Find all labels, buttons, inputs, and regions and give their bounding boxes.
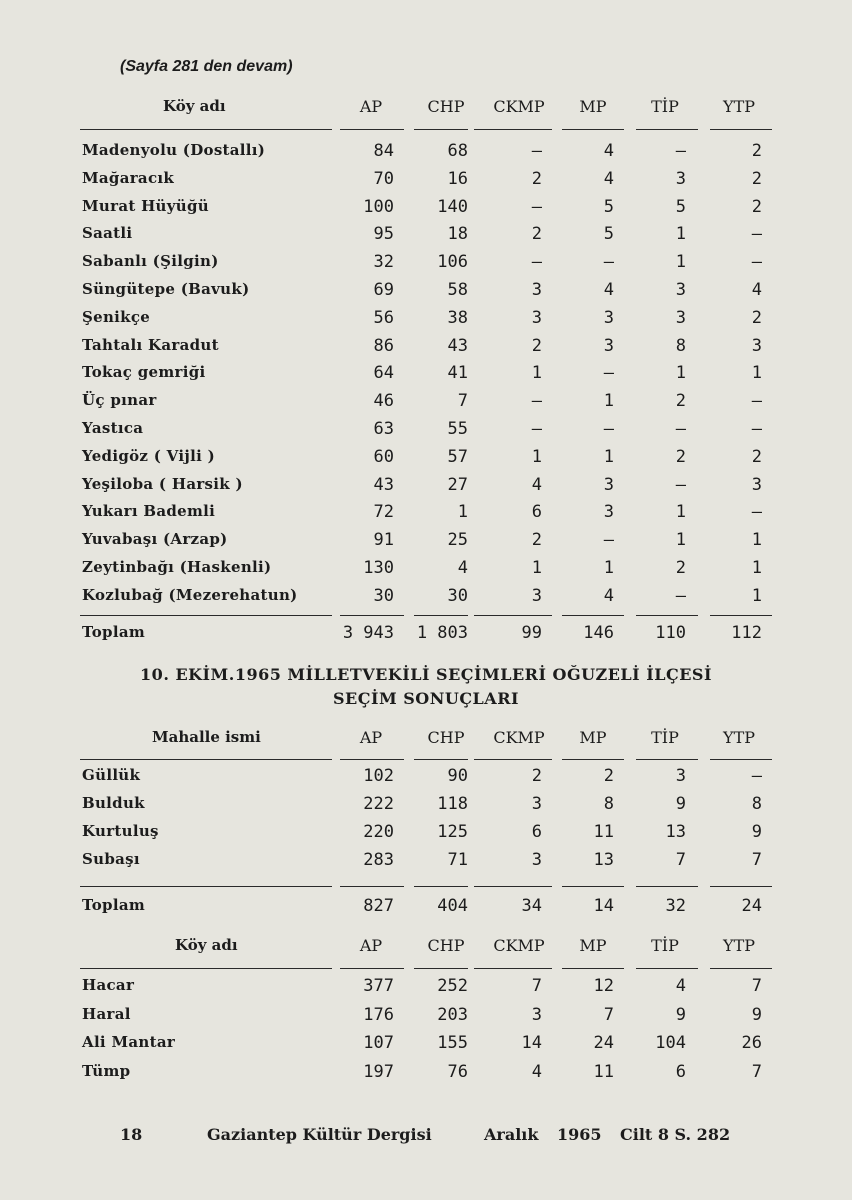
cell-value: 1 [675,252,686,273]
column-rule [636,759,698,760]
cell-value: — [751,419,762,439]
table-header [0,97,852,125]
cell-value: — [675,141,686,161]
column-rule [474,129,552,130]
table-row [0,1033,852,1061]
cell-value: 6 [531,822,542,842]
cell-value: — [675,419,686,439]
cell-value: 125 [437,822,468,842]
row-name: Şenikçe [82,307,151,326]
column-header-tip: TİP [651,936,679,955]
cell-value: 5 [603,224,614,245]
cell-value: — [675,585,686,606]
column-rule [414,615,468,616]
table-row [0,794,852,822]
column-rule [474,615,552,616]
cell-value: 1 [751,363,762,384]
column-header-ckmp: CKMP [493,97,545,116]
column-rule [710,615,772,616]
total-row [0,623,852,651]
cell-value: 56 [373,307,394,328]
row-name: Sabanlı (Şilgin) [82,252,219,271]
cell-value: 14 [521,1033,542,1053]
cell-value: 91 [373,530,394,551]
cell-value: 1 [675,224,686,245]
column-rule [710,886,772,887]
cell-value: 26 [741,1033,762,1053]
column-rule [636,968,698,969]
cell-value: 30 [373,585,394,606]
journal-name: Gaziantep Kültür Dergisi [207,1125,432,1144]
total-value: 24 [741,896,762,916]
issue-year: 1965 [557,1125,602,1144]
cell-value: 68 [447,141,468,161]
cell-value: 5 [675,196,686,217]
row-name: Hacar [82,976,135,994]
column-rule [340,759,404,760]
column-rule [340,968,404,969]
row-name: Yuvabaşı (Arzap) [82,530,228,549]
table-row [0,447,852,475]
column-header-mp: MP [579,97,607,116]
cell-value: 1 [603,558,614,578]
cell-value: 197 [363,1061,394,1082]
cell-value: 106 [437,252,468,273]
table-header [0,728,852,756]
cell-value: 1 [531,363,542,384]
cell-value: 4 [675,976,686,996]
cell-value: 130 [363,558,394,578]
column-rule [340,886,404,887]
cell-value: — [751,224,762,245]
cell-value: 3 [603,474,614,495]
cell-value: 3 [675,280,686,300]
cell-value: 7 [751,850,762,870]
cell-value: 2 [751,196,762,217]
cell-value: 55 [447,419,468,439]
cell-value: 18 [447,224,468,245]
table-row [0,530,852,558]
cell-value: 2 [531,766,542,786]
cell-value: 140 [437,196,468,217]
row-name: Üç pınar [82,391,157,410]
row-name: Subaşı [82,850,140,868]
table-row [0,1062,852,1090]
column-header-ytp: YTP [723,97,755,116]
issue-month: Aralık [484,1125,539,1144]
cell-value: 2 [531,224,542,245]
cell-value: 3 [531,307,542,328]
cell-value: 2 [751,141,762,161]
column-header-name: Köy adı [175,936,238,954]
row-name: Yastıca [82,419,144,437]
cell-value: 3 [751,335,762,356]
column-rule [562,886,624,887]
section-title-line1: 10. EKİM.1965 MİLLETVEKİLİ SEÇİMLERİ OĞUZELİ İLÇESİ [140,665,712,684]
total-value: 827 [363,896,394,916]
cell-value: 32 [373,252,394,273]
cell-value: 95 [373,224,394,245]
row-name: Ali Mantar [82,1033,176,1051]
total-value: 3 943 [342,623,394,643]
table-row [0,197,852,225]
cell-value: 283 [363,850,394,870]
column-header-ckmp: CKMP [493,728,545,747]
cell-value: — [603,419,614,439]
cell-value: 1 [751,585,762,606]
column-header-mp: MP [579,936,607,955]
cell-value: 63 [373,419,394,439]
table-row [0,308,852,336]
table-row [0,419,852,447]
row-name: Tokaç gemriği [82,363,206,382]
cell-value: 3 [531,1004,542,1025]
cell-value: 46 [373,391,394,412]
cell-value: 2 [675,391,686,412]
column-header-ap: AP [359,97,383,116]
row-name: Süngütepe (Bavuk) [82,280,250,298]
row-name: Saatli [82,224,133,243]
cell-value: 107 [363,1033,394,1053]
cell-value: 12 [593,976,614,996]
column-rule [414,129,468,130]
cell-value: 1 [531,446,542,467]
cell-value: 76 [447,1061,468,1082]
cell-value: 3 [675,168,686,189]
cell-value: 70 [373,168,394,189]
total-value: 110 [655,623,686,643]
cell-value: — [531,419,542,439]
cell-value: — [531,252,542,273]
cell-value: 58 [447,280,468,300]
table-row [0,586,852,614]
row-name: Zeytinbağı (Haskenli) [82,558,272,576]
cell-value: 11 [593,822,614,842]
column-header-chp: CHP [427,936,465,955]
cell-value: 71 [447,850,468,870]
table-row [0,169,852,197]
row-name: Haral [82,1004,131,1023]
cell-value: 4 [531,474,542,495]
total-row [0,896,852,924]
cell-value: 100 [363,196,394,217]
cell-value: 9 [675,1004,686,1025]
cell-value: 7 [751,976,762,996]
column-rule [474,759,552,760]
row-name: Yukarı Bademli [82,502,216,521]
table-koy-2 [0,936,852,1082]
cell-value: 2 [531,335,542,356]
column-rule [710,968,772,969]
total-value: 112 [731,623,762,643]
column-header-ckmp: CKMP [493,936,545,955]
column-rule [710,759,772,760]
cell-value: 4 [603,141,614,161]
cell-value: 7 [751,1061,762,1082]
cell-value: 43 [373,474,394,495]
cell-value: 13 [593,850,614,870]
row-name: Tahtalı Karadut [82,335,219,354]
column-header-ap: AP [359,936,383,955]
column-header-mp: MP [579,728,607,747]
cell-value: 41 [447,363,468,384]
total-value: 14 [593,896,614,916]
table-row [0,391,852,419]
continuation-note: (Sayfa 281 den devam) [120,58,293,75]
cell-value: 3 [531,280,542,300]
cell-value: 377 [363,976,394,996]
column-header-tip: TİP [651,97,679,116]
cell-value: 13 [665,822,686,842]
cell-value: 1 [675,363,686,384]
cell-value: 220 [363,822,394,842]
table-row [0,502,852,530]
cell-value: — [751,502,762,523]
table-row [0,558,852,586]
cell-value: 90 [447,766,468,786]
cell-value: 8 [751,794,762,814]
cell-value: 4 [751,280,762,300]
table-row [0,475,852,503]
cell-value: 9 [751,822,762,842]
column-header-ytp: YTP [723,936,755,955]
cell-value: 3 [603,307,614,328]
column-header-chp: CHP [427,97,465,116]
cell-value: 2 [675,446,686,467]
column-rule [636,886,698,887]
cell-value: 69 [373,280,394,300]
row-name: Kurtuluş [82,822,159,840]
cell-value: 1 [675,530,686,551]
total-value: 99 [521,623,542,643]
cell-value: 7 [531,976,542,996]
column-rule [562,759,624,760]
cell-value: — [603,363,614,384]
table-header [0,936,852,964]
row-name: Güllük [82,766,141,784]
cell-value: 25 [447,530,468,551]
cell-value: 1 [751,530,762,551]
column-header-tip: TİP [651,728,679,747]
table-row [0,224,852,252]
cell-value: 2 [531,168,542,189]
table-row [0,141,852,169]
cell-value: — [531,391,542,412]
column-rule [636,615,698,616]
cell-value: 2 [675,558,686,578]
column-rule [80,615,332,616]
cell-value: 2 [531,530,542,551]
cell-value: 2 [751,446,762,467]
cell-value: 222 [363,794,394,814]
column-rule [80,129,332,130]
row-name: Bulduk [82,794,145,812]
cell-value: — [531,196,542,217]
cell-value: 3 [531,585,542,606]
table-row [0,976,852,1004]
cell-value: 24 [593,1033,614,1053]
cell-value: 3 [603,502,614,523]
column-header-ytp: YTP [723,728,755,747]
cell-value: 86 [373,335,394,356]
cell-value: 9 [675,794,686,814]
cell-value: — [531,141,542,161]
cell-value: 7 [675,850,686,870]
cell-value: 1 [603,391,614,412]
total-label: Toplam [82,623,146,641]
cell-value: 11 [593,1061,614,1082]
cell-value: 60 [373,446,394,467]
column-rule [474,968,552,969]
table-row [0,822,852,850]
cell-value: 43 [447,335,468,356]
column-rule [80,886,332,887]
total-label: Toplam [82,896,146,914]
page-number: 18 [120,1125,143,1144]
cell-value: 72 [373,502,394,523]
cell-value: 1 [531,558,542,578]
cell-value: 3 [603,335,614,356]
cell-value: 27 [447,474,468,495]
column-rule [562,615,624,616]
cell-value: 64 [373,363,394,384]
row-name: Mağaracık [82,168,175,187]
table-koy-1 [0,97,852,643]
cell-value: 9 [751,1004,762,1025]
cell-value: — [751,766,762,786]
volume-info: Cilt 8 S. 282 [620,1125,731,1144]
cell-value: 2 [751,168,762,189]
cell-value: — [603,530,614,551]
cell-value: — [751,252,762,273]
cell-value: 155 [437,1033,468,1053]
cell-value: 1 [675,502,686,523]
cell-value: — [603,252,614,273]
column-header-name: Köy adı [163,97,226,115]
cell-value: 5 [603,196,614,217]
cell-value: 252 [437,976,468,996]
column-rule [562,129,624,130]
cell-value: 30 [447,585,468,606]
cell-value: 176 [363,1004,394,1025]
column-header-chp: CHP [427,728,465,747]
total-value: 404 [437,896,468,916]
total-value: 34 [521,896,542,916]
cell-value: 57 [447,446,468,467]
cell-value: 8 [603,794,614,814]
column-rule [414,968,468,969]
cell-value: 7 [457,391,468,412]
cell-value: 4 [603,280,614,300]
column-rule [414,759,468,760]
cell-value: 1 [603,446,614,467]
column-rule [414,886,468,887]
row-name: Kozlubağ (Mezerehatun) [82,585,298,604]
cell-value: 6 [531,502,542,523]
cell-value: 118 [437,794,468,814]
cell-value: 3 [531,794,542,814]
table-row [0,280,852,308]
total-value: 32 [665,896,686,916]
column-header-name: Mahalle ismi [152,728,261,746]
cell-value: 3 [675,766,686,786]
table-row [0,1005,852,1033]
cell-value: 104 [655,1033,686,1053]
row-name: Tümp [82,1061,131,1080]
total-value: 1 803 [416,623,468,643]
cell-value: 8 [675,335,686,356]
column-rule [340,129,404,130]
cell-value: 4 [531,1061,542,1082]
column-rule [474,886,552,887]
cell-value: 3 [751,474,762,495]
cell-value: 7 [603,1004,614,1025]
row-name: Madenyolu (Dostallı) [82,141,266,159]
cell-value: 2 [603,766,614,786]
table-row [0,252,852,280]
column-rule [80,759,332,760]
cell-value: 3 [675,307,686,328]
section-title-line2: SEÇİM SONUÇLARI [333,689,519,708]
cell-value: 1 [751,558,762,578]
total-value: 146 [583,623,614,643]
cell-value: 84 [373,141,394,161]
table-row [0,363,852,391]
row-name: Yedigöz ( Vijli ) [82,446,216,465]
table-row [0,766,852,794]
cell-value: 4 [603,585,614,606]
cell-value: 1 [457,502,468,523]
column-rule [340,615,404,616]
cell-value: 6 [675,1061,686,1082]
row-name: Murat Hüyüğü [82,196,209,215]
column-rule [636,129,698,130]
cell-value: 203 [437,1004,468,1025]
cell-value: — [675,474,686,495]
cell-value: — [751,391,762,412]
row-name: Yeşiloba ( Harsik ) [82,474,243,493]
table-row [0,850,852,878]
cell-value: 16 [447,168,468,189]
cell-value: 3 [531,850,542,870]
cell-value: 2 [751,307,762,328]
table-mahalle [0,728,852,916]
cell-value: 38 [447,307,468,328]
cell-value: 102 [363,766,394,786]
cell-value: 4 [603,168,614,189]
cell-value: 4 [457,558,468,578]
column-rule [80,968,332,969]
column-rule [710,129,772,130]
column-rule [562,968,624,969]
column-header-ap: AP [359,728,383,747]
table-row [0,336,852,364]
